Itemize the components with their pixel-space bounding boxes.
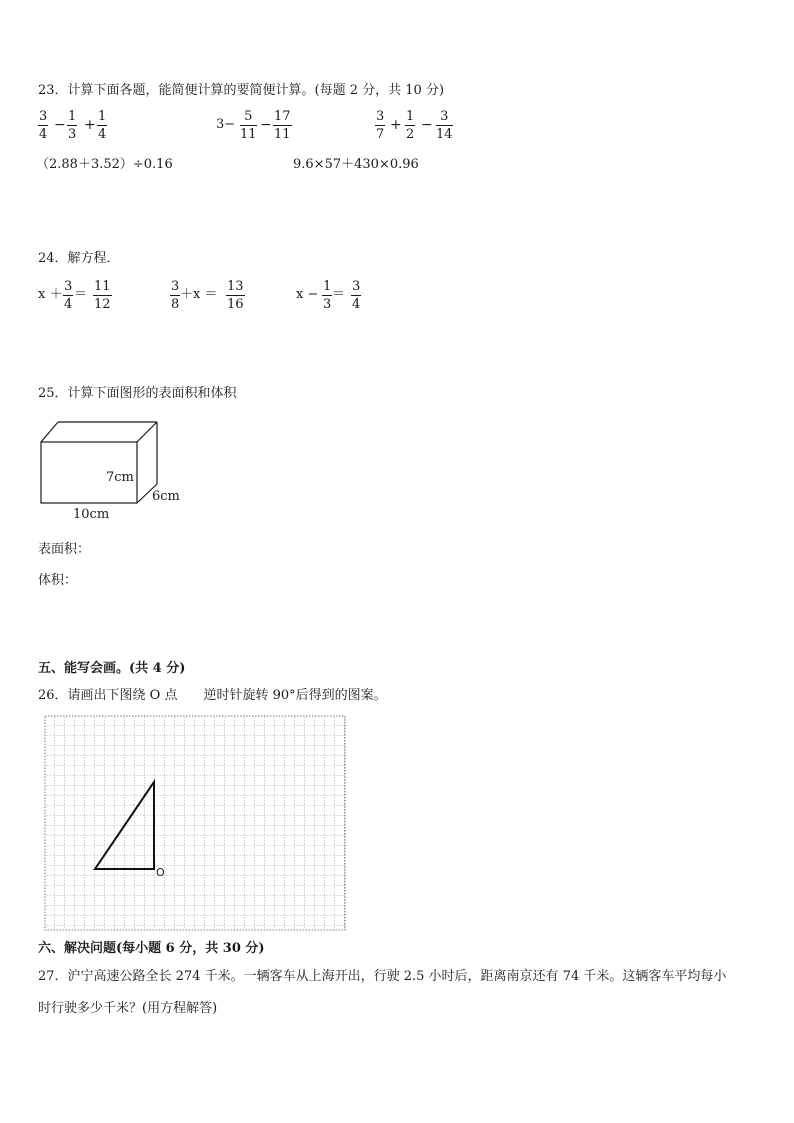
q26-title: 26．请画出下图绕 O 点 逆时针旋转 90°后得到的图案。 [38, 688, 387, 703]
cuboid-height-label: 7cm [106, 470, 134, 485]
q23-title: 23．计算下面各题，能简便计算的要简便计算。(每题 2 分，共 10 分) [38, 83, 445, 98]
fraction: 11 12 [94, 279, 111, 312]
equals-sign: ＝ [74, 287, 88, 302]
q27-line-2: 时行驶多少千米？(用方程解答) [38, 1001, 218, 1016]
operator: + [84, 117, 96, 133]
q24-title: 24．解方程． [38, 251, 120, 266]
cuboid-depth-label: 6cm [152, 489, 180, 504]
fraction: 3 7 [376, 109, 385, 142]
q25-title: 25．计算下面图形的表面积和体积 [38, 386, 237, 401]
operator: + [390, 117, 402, 133]
fraction: 1 4 [98, 109, 107, 142]
operator: − [54, 117, 66, 133]
fraction: 5 11 [240, 109, 257, 142]
lead-term: x − [296, 287, 319, 302]
grid-area [45, 716, 345, 930]
fraction: 13 16 [227, 279, 244, 312]
section5-title: 五、能写会画。(共 4 分) [38, 661, 186, 676]
volume-label: 体积： [38, 573, 78, 588]
q27-line-1: 27．沪宁高速公路全长 274 千米。一辆客车从上海开出，行驶 2.5 小时后，距离南京还有 74 千米。这辆客车平均每小 [38, 969, 727, 984]
lead-term: 3− [216, 117, 236, 132]
rotation-grid [44, 715, 346, 931]
fraction: 1 3 [323, 279, 332, 312]
surface-area-label: 表面积： [38, 542, 91, 557]
q23-expression-4: （2.88＋3.52）÷0.16 [36, 157, 173, 172]
fraction: 3 4 [352, 279, 361, 312]
origin-point-label: O [156, 866, 165, 879]
fraction: 17 11 [274, 109, 291, 142]
q23-expression-5: 9.6×57＋430×0.96 [293, 157, 419, 172]
fraction: 3 8 [171, 279, 180, 312]
fraction: 3 4 [39, 109, 48, 142]
mid-term: ＋x ＝ [180, 287, 218, 302]
fraction: 3 4 [64, 279, 73, 312]
operator: − [260, 117, 272, 133]
equals-sign: ＝ [332, 287, 346, 302]
operator: − [421, 117, 433, 133]
cuboid-length-label: 10cm [73, 507, 110, 522]
lead-term: x ＋ [38, 287, 63, 302]
fraction: 3 14 [436, 109, 453, 142]
fraction: 1 3 [68, 109, 77, 142]
section6-title: 六、解决问题(每小题 6 分，共 30 分) [38, 941, 265, 956]
fraction: 1 2 [406, 109, 415, 142]
